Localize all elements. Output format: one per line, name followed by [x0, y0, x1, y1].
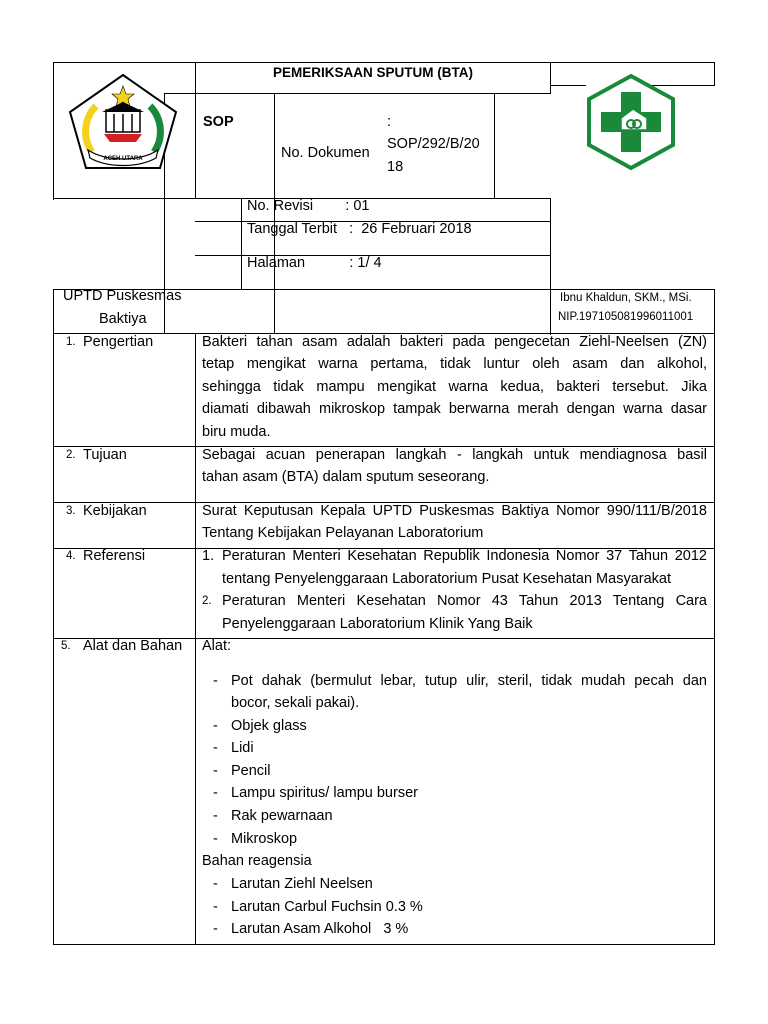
- reference-1-line-1: Peraturan Menteri Kesehatan Republik Indonesia Nomor 37 Tahun 2012: [222, 548, 707, 564]
- reference-1-number: 1.: [202, 548, 215, 564]
- border-right-top: [714, 62, 715, 86]
- alat-item: Rak pewarnaan: [231, 808, 333, 824]
- bahan-item: Larutan Asam Alkohol 3 %: [231, 921, 409, 937]
- section-3-number: 3.: [66, 505, 76, 517]
- alat-item: Lidi: [231, 740, 254, 756]
- logo-red-base: [104, 134, 142, 142]
- revision-box-right: [550, 198, 551, 290]
- bahan-item: Larutan Ziehl Neelsen: [231, 876, 373, 892]
- section-3-label: Kebijakan: [83, 503, 147, 519]
- section-1-line-2: tetap mengikat warna pertama, tidak luntur oleh asam dan alkohol,: [202, 356, 707, 372]
- no-dokumen-label: No. Dokumen: [281, 145, 370, 161]
- table-left: [53, 333, 54, 945]
- no-revisi: No. Revisi : 01: [247, 198, 370, 214]
- halaman: Halaman : 1/ 4: [247, 255, 382, 271]
- section-4-number: 4.: [66, 550, 76, 562]
- signer-nip: NIP.197105081996011001: [558, 311, 694, 323]
- logo-ribbon-text: ACEH UTARA: [103, 156, 143, 162]
- section-2-line-2: tahan asam (BTA) dalam sputum seseorang.: [202, 469, 490, 485]
- section-3-line-2: Tentang Kebijakan Pelayanan Laboratorium: [202, 525, 484, 541]
- table-right: [714, 333, 715, 945]
- alat-bullet: -: [213, 763, 218, 779]
- alat-label: Alat:: [202, 638, 232, 654]
- alat-bullet: -: [213, 831, 218, 847]
- no-dokumen-value-2: 18: [387, 159, 404, 175]
- tanggal-terbit: Tanggal Terbit : 26 Februari 2018: [247, 221, 472, 237]
- section-3-line-1: Surat Keputusan Kepala UPTD Puskesmas Baktiya Nomor 990/111/B/2018: [202, 503, 707, 519]
- reference-2-line-1: Peraturan Menteri Kesehatan Nomor 43 Tahun 2013 Tentang Cara: [222, 593, 707, 609]
- alat-bullet-1: -: [213, 673, 218, 689]
- section-2-label: Tujuan: [83, 447, 127, 463]
- sig-row-left: [53, 289, 54, 335]
- signer-name: Ibnu Khaldun, SKM., MSi.: [560, 292, 692, 304]
- alat-item-1-line-1: Pot dahak (bermulut lebar, tutup ulir, steril, tidak mudah pecah dan: [231, 673, 707, 689]
- border-left-top: [53, 62, 54, 200]
- section-1-line-1: Bakteri tahan asam adalah bakteri pada pengecetan Ziehl-Neelsen (ZN): [202, 334, 707, 350]
- alat-bullet: -: [213, 740, 218, 756]
- sig-row-right: [714, 289, 715, 335]
- bahan-bullet: -: [213, 921, 218, 937]
- aceh-utara-logo: [66, 72, 180, 172]
- bahan-label: Bahan reagensia: [202, 853, 312, 869]
- revision-box-left: [241, 198, 242, 290]
- reference-2-line-2: Penyelenggaraan Laboratorium Klinik Yang Baik: [222, 616, 533, 632]
- bahan-bullet: -: [213, 899, 218, 915]
- reference-1-line-2: tentang Penyelenggaraan Laboratorium Pusat Kesehatan Masyarakat: [222, 571, 671, 587]
- alat-item: Pencil: [231, 763, 271, 779]
- document-title: PEMERIKSAAN SPUTUM (BTA): [273, 65, 473, 80]
- section-1-label: Pengertian: [83, 334, 154, 350]
- bahan-item: Larutan Carbul Fuchsin 0.3 %: [231, 899, 423, 915]
- section-1-line-5: biru muda.: [202, 424, 271, 440]
- reference-2-number: 2.: [202, 595, 212, 607]
- border-top-right-stub: [551, 62, 715, 63]
- section-4-label: Referensi: [83, 548, 146, 564]
- alat-item: Objek glass: [231, 718, 307, 734]
- alat-bullet: -: [213, 808, 218, 824]
- alat-item: Mikroskop: [231, 831, 298, 847]
- org-name-line-2: Baktiya: [99, 311, 147, 327]
- alat-bullet: -: [213, 718, 218, 734]
- section-5-label: Alat dan Bahan: [83, 638, 183, 654]
- table-divider: [195, 333, 196, 945]
- section-1-line-4: diamati dibawah mikroskop tampak berwarna merah dengan warna dasar: [202, 401, 707, 417]
- section-2-number: 2.: [66, 449, 76, 461]
- no-dokumen-colon: :: [387, 114, 392, 130]
- alat-bullet: -: [213, 785, 218, 801]
- sig-row-divider: [550, 289, 551, 335]
- no-dokumen-value-1: SOP/292/B/20: [387, 136, 480, 152]
- alat-item: Lampu spiritus/ lampu burser: [231, 785, 418, 801]
- section-1-line-3: sehingga tidak mampu mengikat warna kedua, bakteri tersebut. Jika: [202, 379, 707, 395]
- table-line-bottom: [53, 944, 715, 945]
- title-box-bottom: [164, 93, 551, 94]
- puskesmas-logo: [585, 72, 677, 172]
- bahan-bullet: -: [213, 876, 218, 892]
- doc-box-right: [494, 93, 495, 198]
- sop-label: SOP: [203, 114, 234, 130]
- border-right-stub: [551, 85, 586, 86]
- org-name-line-1: UPTD Puskesmas: [63, 288, 182, 304]
- alat-item-1-line-2: bocor, sekali pakai).: [231, 695, 360, 711]
- section-5-number: 5.: [61, 640, 71, 652]
- section-1-number: 1.: [66, 336, 76, 348]
- section-2-line-1: Sebagai acuan penerapan langkah - langkah untuk mendiagnosa basil: [202, 447, 707, 463]
